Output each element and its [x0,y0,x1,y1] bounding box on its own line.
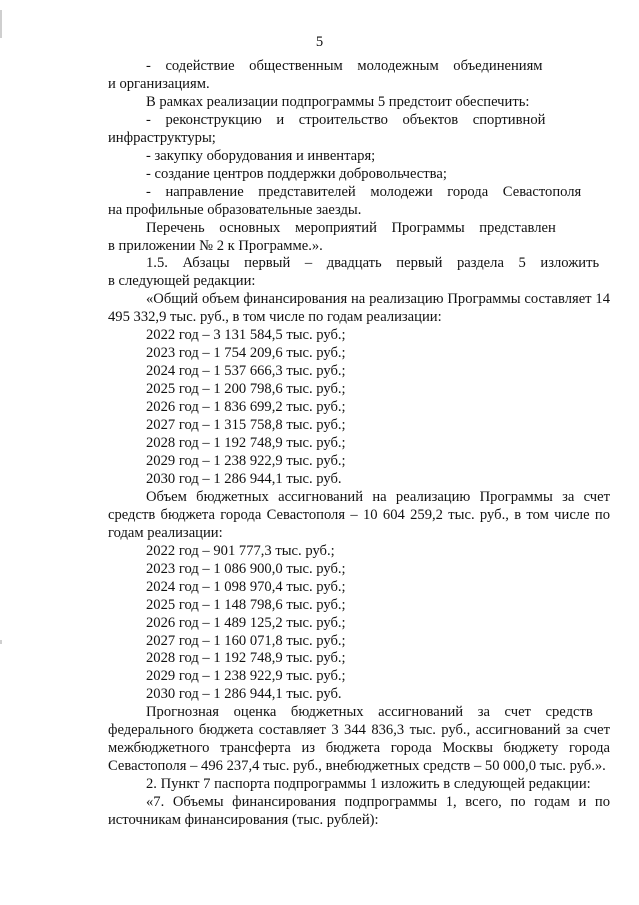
paragraph: 2026 год – 1 836 699,2 тыс. руб.; [146,399,346,416]
paragraph: Объем бюджетных ассигнований на реализацию Программы за счет средств бюджета города Севастополя – 10 604 259,2 тыс. руб., в том числе по годам реализации: [108,488,610,541]
paragraph: «Общий объем финансирования на реализацию Программы составляет 14 495 332,9 тыс. руб., в том числе по годам реализации: [108,291,610,326]
paragraph: 2022 год – 3 131 584,5 тыс. руб.; [146,327,346,344]
paragraph: 2025 год – 1 200 798,6 тыс. руб.; [146,381,346,398]
paragraph: на профильные образовательные заезды. [108,201,362,218]
paragraph: - содействие общественным молодежным объединениям [146,58,543,74]
paragraph: В рамках реализации подпрограммы 5 предстоит обеспечить: [146,93,530,110]
paragraph: 2022 год – 901 777,3 тыс. руб.; [146,542,335,559]
paragraph: 2024 год – 1 537 666,3 тыс. руб.; [146,363,346,380]
paragraph: 2029 год – 1 238 922,9 тыс. руб.; [146,668,346,685]
paragraph: 2025 год – 1 148 798,6 тыс. руб.; [146,596,346,613]
paragraph: 2028 год – 1 192 748,9 тыс. руб.; [146,435,346,452]
paragraph: - направление представителей молодежи города Севастополя [146,183,582,200]
paragraph: в следующей редакции: [108,273,256,290]
paragraph: «7. Объемы финансирования подпрограммы 1, всего, по годам и по источникам финансирования (тыс. рублей): [108,794,610,829]
paragraph: Перечень основных мероприятий Программы представлен [146,219,556,236]
document-body [108,58,610,830]
paragraph: - создание центров поддержки добровольчества; [146,165,447,182]
paragraph: 2023 год – 1 754 209,6 тыс. руб.; [146,345,346,362]
paragraph: 2024 год – 1 098 970,4 тыс. руб.; [146,578,346,595]
paragraph: - реконструкцию и строительство объектов спортивной [146,111,546,128]
paragraph: 2. Пункт 7 паспорта подпрограммы 1 изложить в следующей редакции: [146,776,591,793]
paragraph: 2027 год – 1 315 758,8 тыс. руб.; [146,417,346,434]
paragraph: 2026 год – 1 489 125,2 тыс. руб.; [146,614,346,631]
paragraph: 2030 год – 1 286 944,1 тыс. руб. [146,470,342,487]
paragraph: 2023 год – 1 086 900,0 тыс. руб.; [146,560,346,577]
paragraph: инфраструктуры; [108,129,216,146]
page-number: 5 [315,34,324,50]
paragraph: 2028 год – 1 192 748,9 тыс. руб.; [146,650,346,667]
paragraph: 2030 год – 1 286 944,1 тыс. руб. [146,686,342,703]
paragraph: 2027 год – 1 160 071,8 тыс. руб.; [146,632,346,649]
paragraph: в приложении № 2 к Программе.». [108,237,323,254]
scan-margin-mark [0,640,2,644]
paragraph: и организациям. [108,75,210,92]
paragraph: Прогнозная оценка бюджетных ассигнований за счет средств федерального бюджета составляет 3 344 836,3 тыс. руб., ассигнований за счет межбюджетного трансферта из бюджета города Москвы бюджету города Севастополя – 496 237,4 тыс. руб., внебюджетных средств – 50 000,0 тыс. руб.». [108,704,610,775]
paragraph: - закупку оборудования и инвентаря; [146,147,376,164]
paragraph: 2029 год – 1 238 922,9 тыс. руб.; [146,452,346,469]
paragraph: 1.5. Абзацы первый – двадцать первый раздела 5 изложить [146,255,600,272]
